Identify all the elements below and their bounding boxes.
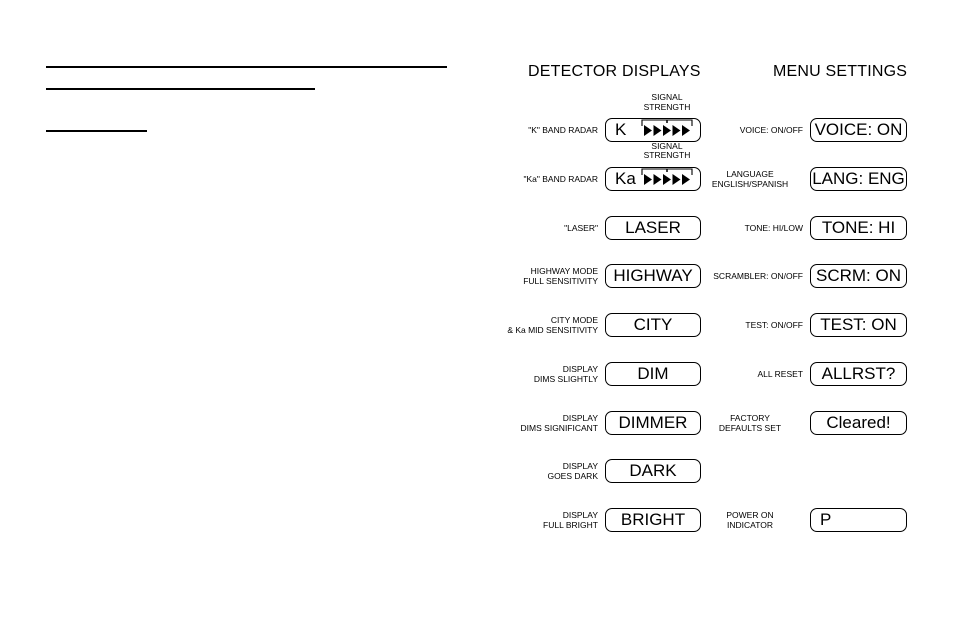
menu-display-text: TONE: HI (821, 217, 896, 237)
arrow-icon (682, 125, 690, 136)
detector-display-text: Ka (615, 168, 636, 188)
detector-label: DISPLAY DIMS SLIGHTLY (533, 363, 598, 384)
arrow-icon (654, 125, 662, 136)
detector-label: DISPLAY DIMS SIGNIFICANT (520, 412, 598, 433)
menu-label: LANGUAGE ENGLISH/SPANISH (711, 168, 789, 189)
menu-display-text: ALLRST? (821, 363, 896, 383)
menu-display (810, 167, 907, 191)
detector-display (605, 411, 701, 435)
arrow-icon (654, 174, 662, 185)
detector-label: "LASER" (564, 222, 598, 233)
detector-display-text: DIMMER (618, 412, 688, 432)
menu-display (810, 264, 907, 288)
arrow-icon (644, 174, 652, 185)
redaction-line-3 (46, 130, 147, 132)
menu-display-text: SCRM: ON (816, 266, 901, 286)
arrow-icon (673, 125, 681, 136)
detector-label: "Ka" BAND RADAR (523, 173, 598, 184)
detector-display-text: DIM (637, 363, 669, 383)
detector-display (605, 508, 701, 532)
menu-display-text: P (820, 510, 832, 529)
detector-label: CITY MODE & Ka MID SENSITIVITY (507, 315, 598, 335)
redaction-line-2 (46, 88, 315, 90)
menu-display (810, 508, 907, 532)
detector-display (605, 118, 701, 142)
menu-label: POWER ON INDICATOR (726, 510, 774, 530)
menu-settings-heading: MENU SETTINGS (773, 63, 908, 80)
menu-display (810, 313, 907, 337)
detector-display-text: HIGHWAY (613, 266, 693, 286)
menu-label: FACTORY DEFAULTS SET (718, 412, 782, 433)
detector-label: HIGHWAY MODE FULL SENSITIVITY (523, 266, 598, 287)
menu-display-text: TEST: ON (820, 315, 897, 334)
menu-label: TEST: ON/OFF (745, 320, 803, 330)
detector-display (605, 459, 701, 483)
detector-display (605, 313, 701, 337)
detector-display (605, 264, 701, 288)
menu-display-text: VOICE: ON (814, 120, 903, 139)
signal-strength-label: SIGNAL STRENGTH (643, 92, 691, 112)
menu-label: SCRAMBLER: ON/OFF (713, 271, 803, 282)
detector-display (605, 362, 701, 386)
menu-display (810, 216, 907, 240)
menu-label: TONE: HI/LOW (744, 222, 803, 233)
menu-label: ALL RESET (757, 368, 803, 379)
menu-display (810, 362, 907, 386)
arrow-icon (663, 125, 671, 136)
signal-arrows-icon (644, 125, 694, 136)
detector-displays-heading: DETECTOR DISPLAYS (528, 63, 701, 80)
signal-arrows-icon (644, 174, 694, 185)
detector-display (605, 167, 701, 191)
detector-display (605, 216, 701, 240)
menu-label: VOICE: ON/OFF (739, 125, 803, 135)
menu-display-text: Cleared! (826, 412, 891, 432)
menu-display (810, 411, 907, 435)
menu-display (810, 118, 907, 142)
detector-display-text: BRIGHT (620, 510, 686, 529)
detector-label: "K" BAND RADAR (528, 125, 598, 135)
detector-label: DISPLAY GOES DARK (547, 461, 598, 482)
detector-display-text: DARK (629, 461, 677, 481)
detector-display-text: LASER (625, 217, 681, 237)
menu-display-text: LANG: ENG (812, 168, 905, 188)
signal-strength-label: SIGNAL STRENGTH (643, 140, 691, 161)
detector-display-text: CITY (633, 315, 673, 334)
arrow-icon (682, 174, 690, 185)
arrow-icon (644, 125, 652, 136)
redaction-line-1 (46, 66, 447, 68)
arrow-icon (673, 174, 681, 185)
detector-label: DISPLAY FULL BRIGHT (543, 510, 598, 530)
arrow-icon (663, 174, 671, 185)
detector-display-text: K (615, 120, 627, 139)
